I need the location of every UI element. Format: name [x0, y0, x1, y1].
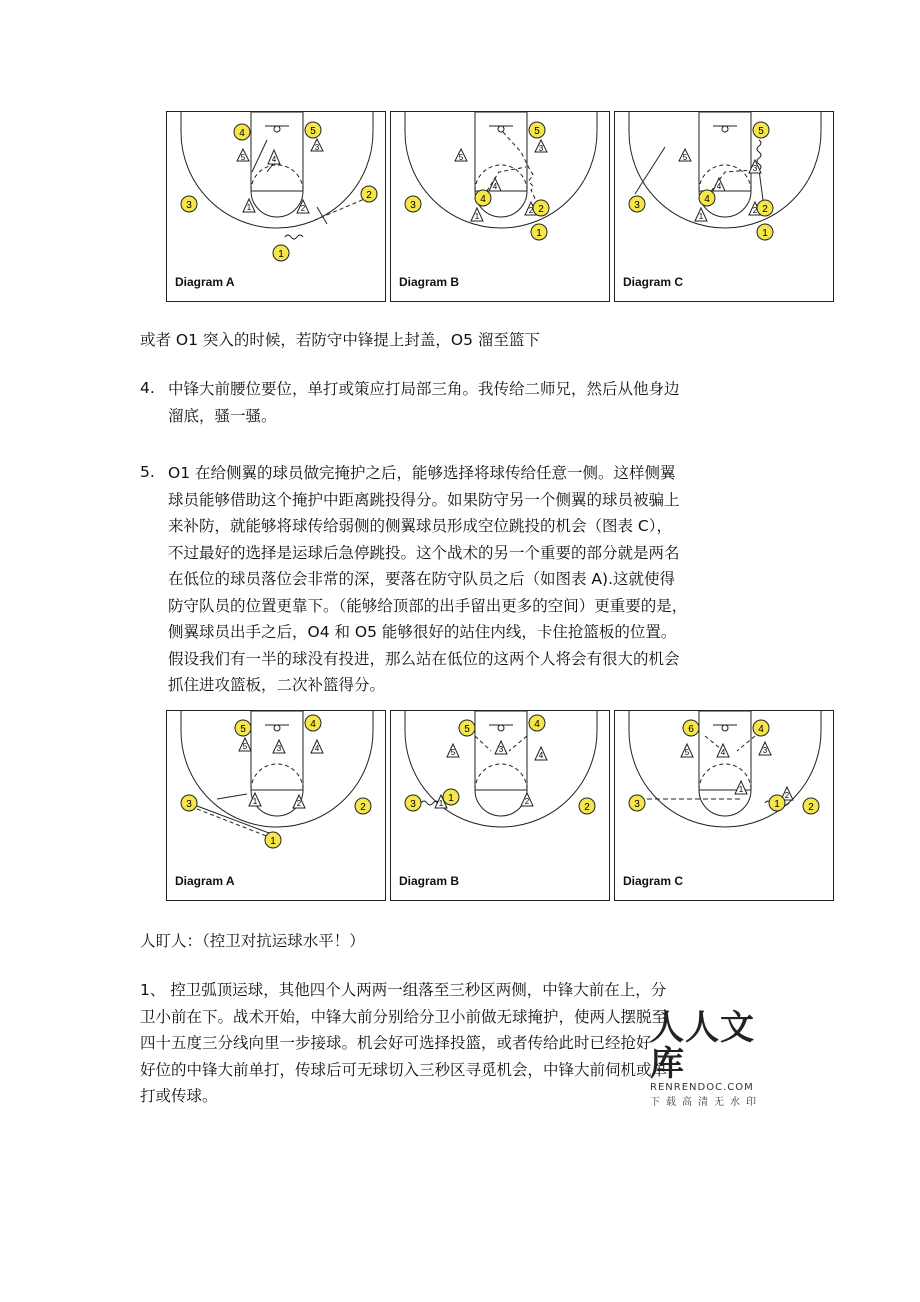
list-item-line: 溜底，骚一骚。	[168, 406, 277, 425]
list-item-line: 抓住进攻篮板，二次补篮得分。	[168, 676, 386, 694]
logo-text: 人人文库	[650, 1008, 755, 1084]
svg-text:5: 5	[240, 724, 246, 735]
svg-text:1: 1	[536, 228, 542, 239]
svg-text:4: 4	[716, 182, 722, 191]
svg-text:4: 4	[314, 744, 320, 753]
svg-text:4: 4	[704, 194, 710, 205]
svg-text:5: 5	[240, 153, 246, 162]
diagram-label: Diagram B	[399, 275, 460, 289]
watermark-logo	[650, 1008, 775, 1108]
svg-text:2: 2	[360, 802, 366, 813]
svg-text:4: 4	[271, 155, 277, 164]
svg-text:4: 4	[310, 719, 316, 730]
diagram-label: Diagram C	[623, 874, 684, 888]
svg-text:3: 3	[186, 799, 192, 810]
diagram-label: Diagram A	[175, 275, 235, 289]
svg-text:1: 1	[698, 212, 704, 221]
svg-text:1: 1	[774, 799, 780, 810]
top-diagram-row	[166, 111, 836, 304]
diagram-label: Diagram A	[175, 874, 235, 888]
list-item-line: 假设我们有一半的球没有投进，那么站在低位的这两个人将会有很大的机会	[168, 649, 680, 668]
svg-text:2: 2	[300, 204, 306, 213]
svg-text:4: 4	[538, 751, 544, 760]
svg-text:5: 5	[534, 126, 540, 137]
list-item-4	[168, 376, 680, 429]
svg-text:1: 1	[762, 228, 768, 239]
svg-text:5: 5	[684, 748, 690, 757]
list-item-line: O1 在给侧翼的球员做完掩护之后，能够选择将球传给任意一侧。这样侧翼	[168, 464, 676, 482]
paragraph-line: 卫小前在下。战术开始，中锋大前分别给分卫小前做无球掩护，使两人摆脱至	[140, 1007, 668, 1026]
svg-text:2: 2	[524, 797, 530, 806]
svg-text:1: 1	[252, 797, 258, 806]
paragraph-line: 打或传球。	[140, 1087, 218, 1105]
svg-text:4: 4	[492, 182, 498, 191]
svg-text:2: 2	[584, 802, 590, 813]
diagram-top-c	[614, 111, 834, 302]
list-number: 5.	[140, 463, 155, 481]
court-diagram	[391, 711, 610, 901]
svg-text:3: 3	[186, 200, 192, 211]
list-item-line: 来补防，就能够将球传给弱侧的侧翼球员形成空位跳投的机会（图表 C），	[168, 517, 673, 535]
svg-text:4: 4	[480, 194, 486, 205]
court-diagram	[167, 112, 386, 302]
list-item-line: 防守队员的位置更靠下。（能够给顶部的出手留出更多的空间）更重要的是，	[168, 596, 688, 615]
diagram-top-b	[390, 111, 610, 302]
svg-text:5: 5	[682, 153, 688, 162]
logo-tagline: 下载高清无水印	[650, 1097, 762, 1108]
diagram-label: Diagram B	[399, 874, 460, 888]
paragraph-line: 1、 控卫弧顶运球，其他四个人两两一组落至三秒区两侧，中锋大前在上，分	[140, 981, 667, 999]
svg-text:2: 2	[784, 791, 790, 800]
svg-text:1: 1	[278, 249, 284, 260]
svg-text:2: 2	[752, 206, 758, 215]
bottom-diagram-row	[166, 710, 836, 903]
svg-text:3: 3	[410, 200, 416, 211]
svg-text:3: 3	[634, 799, 640, 810]
court-diagram	[167, 711, 386, 901]
list-item-line: 球员能够借助这个掩护中距离跳投得分。如果防守另一个侧翼的球员被骗上	[168, 490, 680, 509]
svg-text:3: 3	[752, 164, 758, 173]
svg-text:5: 5	[310, 126, 316, 137]
diagram-bottom-c	[614, 710, 834, 901]
svg-text:2: 2	[366, 190, 372, 201]
svg-text:1: 1	[438, 799, 444, 808]
court-diagram	[615, 711, 834, 901]
paragraph-line: 好位的中锋大前单打，传球后可无球切入三秒区寻觅机会，中锋大前伺机或单	[140, 1060, 668, 1079]
svg-text:6: 6	[688, 724, 694, 735]
svg-text:4: 4	[758, 724, 764, 735]
svg-text:1: 1	[246, 203, 252, 212]
paragraph-o1-drive: 或者 O1 突入的时候，若防守中锋提上封盖，O5 溜至篮下	[140, 331, 540, 349]
court-diagram	[615, 112, 834, 302]
svg-text:1: 1	[738, 785, 744, 794]
court-diagram	[391, 112, 610, 302]
list-number: 4.	[140, 379, 155, 397]
svg-text:1: 1	[448, 793, 454, 804]
svg-text:2: 2	[528, 206, 534, 215]
svg-text:5: 5	[450, 748, 456, 757]
svg-text:2: 2	[538, 204, 544, 215]
diagram-top-a	[166, 111, 386, 302]
svg-text:5: 5	[464, 724, 470, 735]
logo-domain: RENRENDOC.COM	[650, 1082, 754, 1093]
section-heading-man-to-man: 人盯人：（控卫对抗运球水平！）	[140, 932, 365, 950]
svg-text:4: 4	[239, 128, 245, 139]
svg-text:3: 3	[538, 144, 544, 153]
list-item-line: 中锋大前腰位要位，单打或策应打局部三角。我传给二师兄，然后从他身边	[168, 380, 680, 398]
svg-text:3: 3	[410, 799, 416, 810]
svg-text:5: 5	[758, 126, 764, 137]
diagram-bottom-b	[390, 710, 610, 901]
list-item-line: 不过最好的选择是运球后急停跳投。这个战术的另一个重要的部分就是两名	[168, 543, 680, 562]
svg-text:3: 3	[762, 746, 768, 755]
svg-text:2: 2	[296, 799, 302, 808]
svg-text:3: 3	[498, 745, 504, 754]
svg-text:2: 2	[808, 802, 814, 813]
diagram-label: Diagram C	[623, 275, 684, 289]
paragraph-play-1	[140, 977, 667, 1110]
svg-text:3: 3	[276, 744, 282, 753]
svg-text:1: 1	[474, 212, 480, 221]
diagram-bottom-a	[166, 710, 386, 901]
paragraph-line: 四十五度三分线向里一步接球。机会好可选择投篮，或者传给此时已经抢好	[140, 1034, 652, 1052]
svg-text:4: 4	[720, 748, 726, 757]
list-item-line: 侧翼球员出手之后，O4 和 O5 能够很好的站住内线，卡住抢篮板的位置。	[168, 623, 677, 641]
list-item-line: 在低位的球员落位会非常的深，要落在防守队员之后（如图表 A).这就使得	[168, 570, 676, 588]
svg-text:5: 5	[242, 742, 248, 751]
svg-text:5: 5	[458, 153, 464, 162]
svg-text:3: 3	[634, 200, 640, 211]
list-item-5	[168, 460, 687, 699]
svg-text:4: 4	[534, 719, 540, 730]
svg-text:1: 1	[270, 836, 276, 847]
svg-text:3: 3	[314, 143, 320, 152]
svg-text:2: 2	[762, 204, 768, 215]
